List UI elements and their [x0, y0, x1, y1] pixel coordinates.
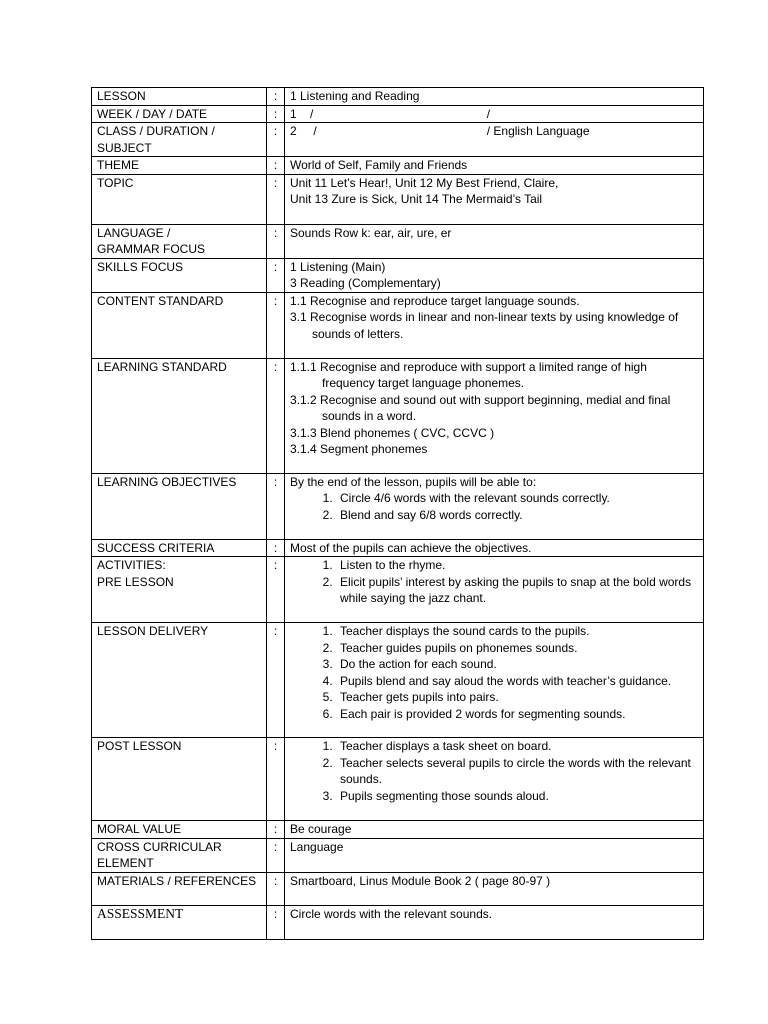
label-lesson: LESSON [92, 88, 267, 106]
colon: : [267, 872, 285, 905]
label-line: LANGUAGE / [97, 225, 171, 240]
label-learning-standard: LEARNING STANDARD [92, 358, 267, 473]
lesson-plan-table [91, 87, 704, 940]
list-item: 2. Elicit pupils’ interest by asking the pupils to snap at the bold words while saying the jazz chant. [336, 574, 698, 607]
label-success-criteria: SUCCESS CRITERIA [92, 539, 267, 557]
colon: : [267, 539, 285, 557]
label-theme: THEME [92, 157, 267, 175]
colon: : [267, 623, 285, 738]
value-learning-standard [285, 358, 704, 473]
row-class-duration-subject [92, 123, 704, 157]
row-lesson-delivery [92, 623, 704, 738]
learning-standard-item: 3.1.4 Segment phonemes [290, 442, 428, 456]
label-topic: TOPIC [92, 174, 267, 224]
colon: : [267, 738, 285, 821]
value-theme: World of Self, Family and Friends [285, 157, 704, 175]
label-class-duration-subject [92, 123, 267, 157]
value-class: 2 [290, 124, 297, 138]
row-language-focus [92, 224, 704, 258]
value-class-duration-subject [285, 123, 704, 157]
colon: : [267, 557, 285, 623]
value-materials: Smartboard, Linus Module Book 2 ( page 80-97 ) [285, 872, 704, 905]
list-item: 4. Pupils blend and say aloud the words with teacher’s guidance. [336, 673, 698, 690]
learning-standard-item: 3.1.2 Recognise and sound out with support beginning, medial and final sounds in a word. [290, 392, 671, 423]
skills-line: 3 Reading (Complementary) [290, 276, 441, 290]
colon: : [267, 174, 285, 224]
list-item: 2. Teacher selects several pupils to circle the words with the relevant sounds. [336, 755, 698, 788]
label-post-lesson: POST LESSON [92, 738, 267, 821]
colon: : [267, 905, 285, 939]
value-cross-curricular: Language [285, 838, 704, 872]
objectives-intro: By the end of the lesson, pupils will be able to: [290, 474, 537, 489]
value-success-criteria: Most of the pupils can achieve the objectives. [285, 539, 704, 557]
row-content-standard [92, 292, 704, 358]
label-moral-value: MORAL VALUE [92, 821, 267, 839]
topic-line: Unit 11 Let’s Hear!, Unit 12 My Best Friend, Claire, [290, 175, 559, 190]
lesson-delivery-list [290, 623, 698, 722]
value-pre-lesson [285, 557, 704, 623]
colon: : [267, 105, 285, 123]
objectives-list [290, 490, 698, 523]
value-topic [285, 174, 704, 224]
label-line: ACTIVITIES: [97, 558, 166, 572]
value-moral-value: Be courage [285, 821, 704, 839]
value-language-focus: Sounds Row k: ear, air, ure, er [285, 224, 704, 258]
value-subject: / English Language [486, 124, 590, 138]
list-item: 2. Teacher guides pupils on phonemes sounds. [336, 640, 698, 657]
row-post-lesson [92, 738, 704, 821]
label-line: GRAMMAR FOCUS [97, 242, 205, 256]
label-cross-curricular [92, 838, 267, 872]
value-content-standard [285, 292, 704, 358]
learning-standard-item: 1.1.1 Recognise and reproduce with support a limited range of high frequency target language phonemes. [290, 359, 647, 390]
skills-line: 1 Listening (Main) [290, 259, 386, 274]
list-item: 3. Pupils segmenting those sounds aloud. [336, 788, 698, 805]
value-lesson: 1 Listening and Reading [285, 88, 704, 106]
colon: : [267, 473, 285, 539]
row-materials [92, 872, 704, 905]
label-content-standard: CONTENT STANDARD [92, 292, 267, 358]
label-assessment: ASSESSMENT [92, 905, 267, 939]
list-item: 1. Circle 4/6 words with the relevant sounds correctly. [336, 490, 698, 507]
row-moral-value [92, 821, 704, 839]
colon: : [267, 157, 285, 175]
row-learning-standard [92, 358, 704, 473]
row-theme [92, 157, 704, 175]
colon: : [267, 821, 285, 839]
row-topic [92, 174, 704, 224]
row-skills-focus [92, 258, 704, 292]
learning-standard-item: 3.1.3 Blend phonemes ( CVC, CCVC ) [290, 425, 495, 440]
list-item: 1. Teacher displays a task sheet on board. [336, 738, 698, 755]
pre-lesson-list [290, 557, 698, 607]
row-lesson [92, 88, 704, 106]
row-cross-curricular [92, 838, 704, 872]
value-assessment: Circle words with the relevant sounds. [285, 905, 704, 939]
label-line: ELEMENT [97, 856, 154, 870]
label-materials: MATERIALS / REFERENCES [92, 872, 267, 905]
label-lesson-delivery: LESSON DELIVERY [92, 623, 267, 738]
list-item: 1. Listen to the rhyme. [336, 557, 698, 574]
topic-line: Unit 13 Zure is Sick, Unit 14 The Mermaid’s Tail [290, 192, 543, 206]
label-week-day-date: WEEK / DAY / DATE [92, 105, 267, 123]
colon: : [267, 88, 285, 106]
value-skills-focus [285, 258, 704, 292]
row-pre-lesson [92, 557, 704, 623]
value-week: 1 [290, 106, 297, 121]
colon: : [267, 838, 285, 872]
label-learning-objectives: LEARNING OBJECTIVES [92, 473, 267, 539]
row-week-day-date [92, 105, 704, 123]
value-sep-1: / [313, 124, 317, 138]
list-item: 2. Blend and say 6/8 words correctly. [336, 507, 698, 524]
label-line: CROSS CURRICULAR [97, 839, 222, 854]
value-learning-objectives [285, 473, 704, 539]
label-line: CLASS / DURATION / [97, 124, 215, 138]
post-lesson-list [290, 738, 698, 804]
label-skills-focus: SKILLS FOCUS [92, 258, 267, 292]
value-post-lesson [285, 738, 704, 821]
row-learning-objectives [92, 473, 704, 539]
value-sep-2: / [486, 106, 491, 121]
label-pre-lesson [92, 557, 267, 623]
list-item: 1. Teacher displays the sound cards to the pupils. [336, 623, 698, 640]
list-item: 6. Each pair is provided 2 words for segmenting sounds. [336, 706, 698, 723]
list-item: 5. Teacher gets pupils into pairs. [336, 689, 698, 706]
colon: : [267, 258, 285, 292]
colon: : [267, 358, 285, 473]
label-line: SUBJECT [97, 140, 152, 155]
value-lesson-delivery [285, 623, 704, 738]
label-line: PRE LESSON [97, 574, 174, 589]
row-success-criteria [92, 539, 704, 557]
colon: : [267, 292, 285, 358]
value-week-day-date [285, 105, 704, 123]
content-standard-item: 1.1 Recognise and reproduce target language sounds. [290, 293, 580, 308]
list-item: 3. Do the action for each sound. [336, 656, 698, 673]
colon: : [267, 123, 285, 157]
colon: : [267, 224, 285, 258]
content-standard-item: 3.1 Recognise words in linear and non-linear texts by using knowledge of sounds of letters. [290, 310, 679, 341]
row-assessment [92, 905, 704, 939]
label-language-focus [92, 224, 267, 258]
value-sep-1: / [310, 106, 314, 121]
